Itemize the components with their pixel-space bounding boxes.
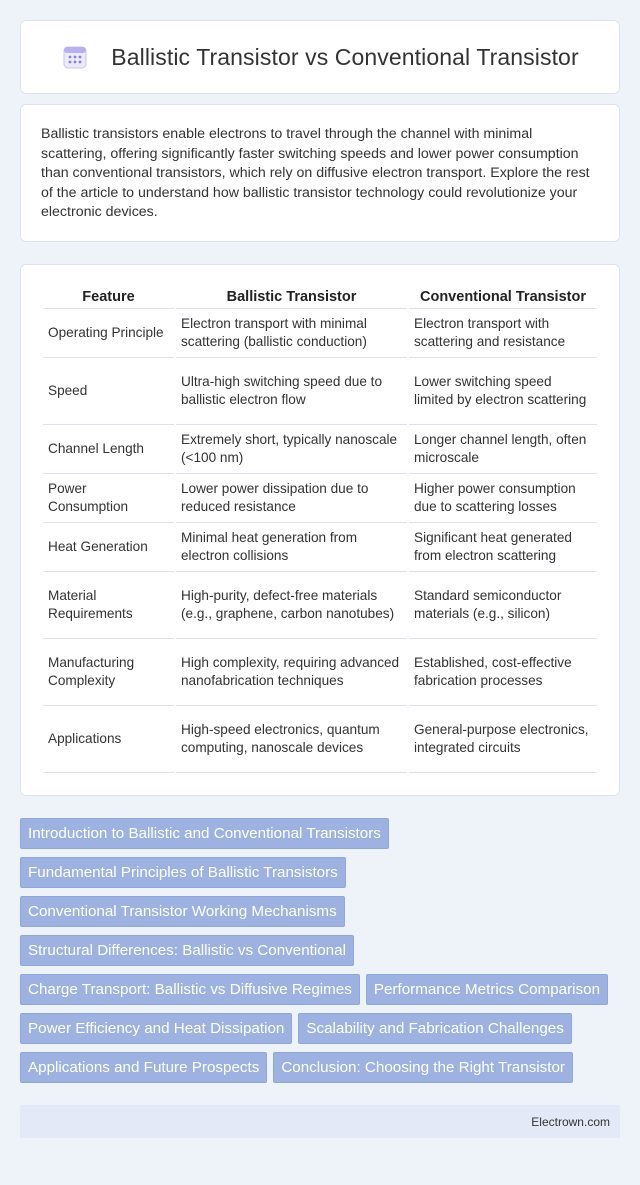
table-cell-ballistic: High-purity, defect-free materials (e.g., graphene, carbon nanotubes) [176,572,407,639]
table-row [43,706,597,773]
calendar-grid-icon [61,43,89,71]
table-cell-conventional: Significant heat generated from electron scattering [409,523,597,572]
table-cell-conventional: Lower switching speed limited by electron scattering [409,358,597,425]
comparison-table [41,287,599,773]
table-cell-conventional: Longer channel length, often microscale [409,425,597,474]
table-row [43,425,597,474]
table-cell-conventional: Standard semiconductor materials (e.g., silicon) [409,572,597,639]
toc-link-introduction[interactable]: Introduction to Ballistic and Conventional Transistors [20,818,389,849]
table-cell-ballistic: Ultra-high switching speed due to ballistic electron flow [176,358,407,425]
table-cell-ballistic: Lower power dissipation due to reduced resistance [176,474,407,523]
table-row [43,639,597,706]
table-cell-ballistic: Electron transport with minimal scattering (ballistic conduction) [176,309,407,358]
toc-link-performance-metrics[interactable]: Performance Metrics Comparison [366,974,608,1005]
table-cell-ballistic: High complexity, requiring advanced nanofabrication techniques [176,639,407,706]
column-header-feature: Feature [43,287,174,309]
table-cell-ballistic: Minimal heat generation from electron collisions [176,523,407,572]
page-title: Ballistic Transistor vs Conventional Transistor [111,43,579,70]
column-header-conventional: Conventional Transistor [409,287,597,309]
table-cell-ballistic: High-speed electronics, quantum computing, nanoscale devices [176,706,407,773]
table-of-contents [20,818,620,1083]
toc-link-applications[interactable]: Applications and Future Prospects [20,1052,267,1083]
table-cell-feature: Operating Principle [43,309,174,358]
table-cell-feature: Material Requirements [43,572,174,639]
toc-link-conventional-mechanisms[interactable]: Conventional Transistor Working Mechanisms [20,896,345,927]
toc-link-scalability[interactable]: Scalability and Fabrication Challenges [298,1013,572,1044]
title-card [20,20,620,94]
intro-text: Ballistic transistors enable electrons to travel through the channel with minimal scattering, offering significantly faster switching speeds and lower power consumption than conventional transistors, which rely on diffusive electron transport. Explore the rest of the article to understand how ballistic transistor technology could revolutionize your electronic devices. [41,126,590,220]
intro-card [20,104,620,242]
table-cell-feature: Channel Length [43,425,174,474]
table-row [43,572,597,639]
toc-link-fundamental-principles[interactable]: Fundamental Principles of Ballistic Transistors [20,857,346,888]
table-cell-feature: Applications [43,706,174,773]
toc-link-power-efficiency[interactable]: Power Efficiency and Heat Dissipation [20,1013,292,1044]
table-cell-conventional: Established, cost-effective fabrication processes [409,639,597,706]
table-cell-feature: Heat Generation [43,523,174,572]
footer-site-name: Electrown.com [531,1114,610,1129]
table-row [43,358,597,425]
table-cell-conventional: General-purpose electronics, integrated circuits [409,706,597,773]
comparison-table-card [20,264,620,796]
table-row [43,523,597,572]
table-cell-feature: Speed [43,358,174,425]
table-row [43,474,597,523]
footer [20,1105,620,1138]
table-cell-feature: Manufacturing Complexity [43,639,174,706]
table-cell-conventional: Higher power consumption due to scattering losses [409,474,597,523]
table-row [43,309,597,358]
toc-link-structural-differences[interactable]: Structural Differences: Ballistic vs Conventional [20,935,354,966]
table-cell-conventional: Electron transport with scattering and resistance [409,309,597,358]
table-cell-ballistic: Extremely short, typically nanoscale (<100 nm) [176,425,407,474]
toc-link-conclusion[interactable]: Conclusion: Choosing the Right Transistor [273,1052,573,1083]
table-cell-feature: Power Consumption [43,474,174,523]
toc-link-charge-transport[interactable]: Charge Transport: Ballistic vs Diffusive Regimes [20,974,360,1005]
column-header-ballistic: Ballistic Transistor [176,287,407,309]
table-header-row [43,287,597,309]
